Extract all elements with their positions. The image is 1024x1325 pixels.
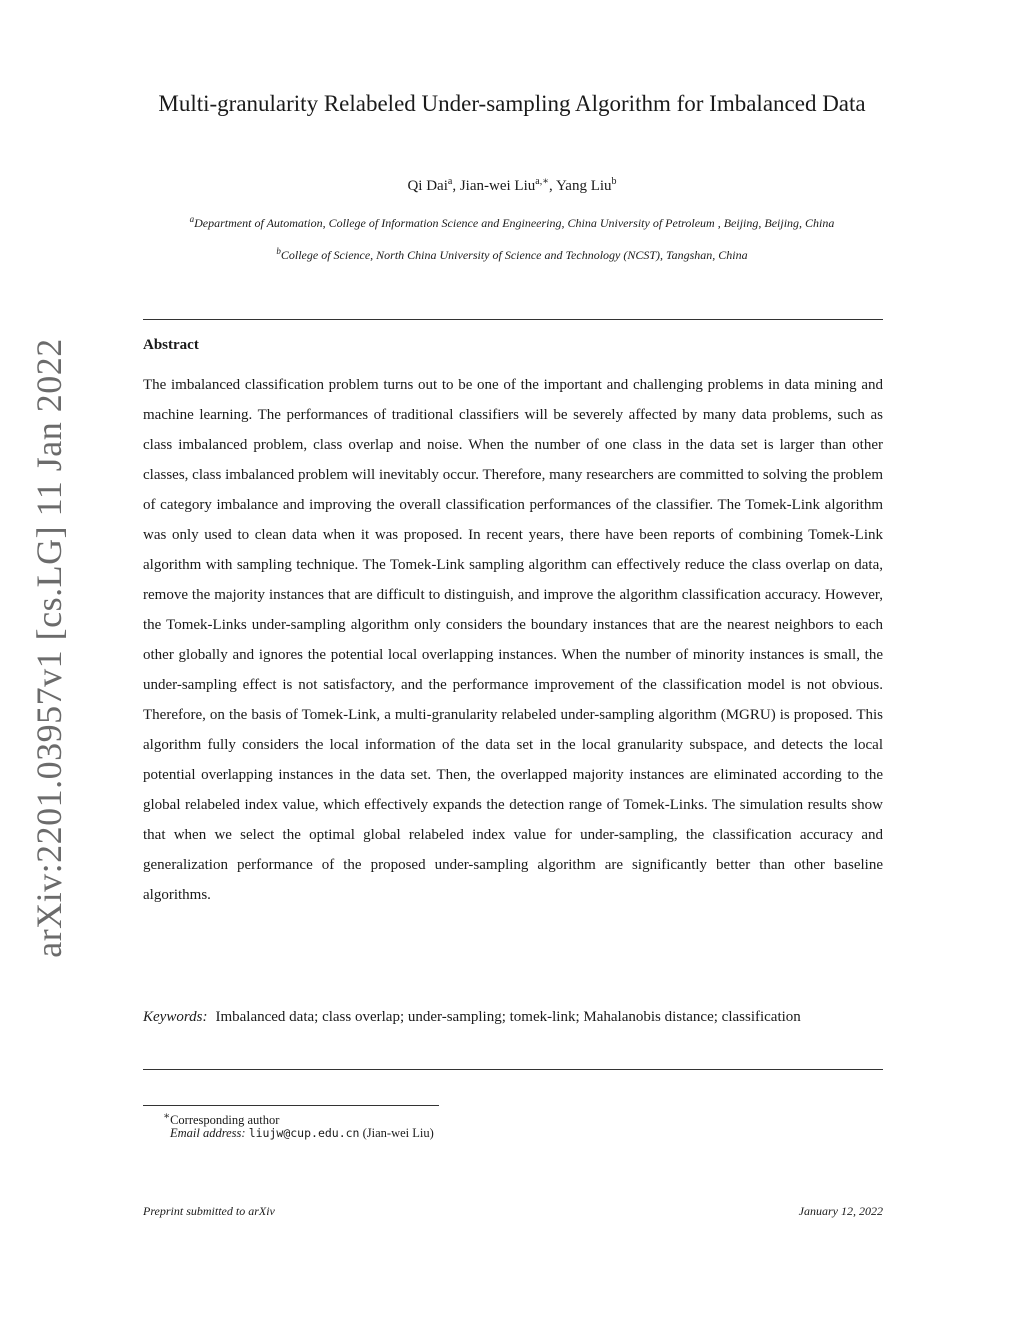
author-name: Jian-wei Liu [459, 178, 536, 194]
affiliation-mark: a [189, 214, 195, 224]
author-affil-mark: a [447, 176, 453, 187]
abstract-text: The imbalanced classification problem turns out to be one of the important and challenging problems in data mining and machine learning. The performances of traditional classifiers will be severely affected by many data problems, such as class imbalanced problem, class overlap and noise. When the number of one class in the data set is larger than other classes, class imbalanced problem will inevitably occur. Therefore, many researchers are committed to solving the problem of category imbalance and improving the overall classification performances of the classifier. The Tomek-Link algorithm was only used to clean data when it was proposed. In recent years, there have been reports of combining Tomek-Link algorithm with sampling technique. The Tomek-Link sampling algorithm can effectively reduce the class overlap on data, remove the majority instances that are difficult to distinguish, and improve the algorithm classification accuracy. However, the Tomek-Links under-sampling algorithm only considers the boundary instances that are the nearest neighbors to each other globally and ignores the potential local overlapping instances. When the number of minority instances is small, the under-sampling effect is not satisfactory, and the performance improvement of the classification model is not obvious. Therefore, on the basis of Tomek-Link, a multi-granularity relabeled under-sampling algorithm (MGRU) is proposed. This algorithm fully considers the local information of the data set in the local granularity subspace, and detects the local potential overlapping instances in the data set. Then, the overlapped majority instances are eliminated according to the global relabeled index value, which effectively expands the detection range of Tomek-Links. The simulation results show that when we select the optimal global relabeled index value for under-sampling, the classification accuracy and generalization performance of the proposed under-sampling algorithm are significantly better than other baseline algorithms. [143, 377, 883, 903]
footer-date: January 12, 2022 [798, 1204, 883, 1218]
author-name: Yang Liu [555, 178, 612, 194]
paper-title: Multi-granularity Relabeled Under-sampling Algorithm for Imbalanced Data [158, 91, 866, 116]
keywords-text: Imbalanced data; class overlap; under-sampling; tomek-link; Mahalanobis distance; classification [215, 1009, 801, 1025]
author-name: Qi Dai [407, 178, 448, 194]
footnote-corresponding-text: Corresponding author [170, 1113, 280, 1128]
email-address[interactable]: liujw@cup.edu.cn [248, 1126, 360, 1140]
abstract-top-rule [143, 319, 883, 320]
footnote-mark: ∗ [163, 1111, 171, 1122]
author-affil-mark: b [611, 176, 617, 187]
email-label: Email address: [170, 1126, 246, 1140]
affiliation-text: Department of Automation, College of Information Science and Engineering, China University of Petroleum , Beijing, Beijing, China [194, 216, 835, 230]
footnote-email [170, 1125, 434, 1142]
footnote-rule [143, 1105, 439, 1106]
arxiv-identifier-stamp: arXiv:2201.03957v1 [cs.LG] 11 Jan 2022 [29, 338, 69, 958]
affiliation-text: College of Science, North China University of Science and Technology (NCST), Tangshan, China [280, 248, 748, 262]
email-owner: (Jian-wei Liu) [362, 1126, 434, 1140]
abstract-bottom-rule [143, 1069, 883, 1070]
affiliation-b [140, 243, 884, 263]
author-list: Qi Dai$^a$, Jian-wei Liu$^{a,∗}$, Yang Liu$^b$ [407, 176, 617, 194]
keywords-label: Keywords: [143, 1009, 208, 1025]
footer-preprint-note: Preprint submitted to arXiv [143, 1204, 275, 1218]
keywords [143, 1002, 883, 1032]
affiliation-mark: b [276, 246, 281, 256]
author-affil-mark: a,∗ [535, 176, 549, 187]
abstract-heading: Abstract [143, 337, 199, 353]
affiliation-a [140, 211, 884, 231]
